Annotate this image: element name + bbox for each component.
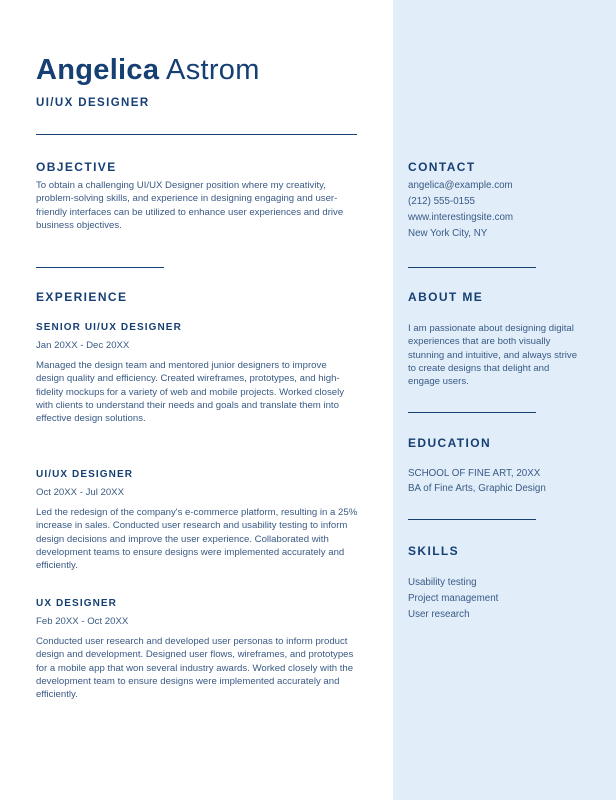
contact-website[interactable]: www.interestingsite.com — [408, 212, 514, 223]
first-name: Angelica — [36, 54, 160, 86]
objective-divider — [36, 267, 164, 268]
job-1-description: Managed the design team and mentored junior designers to improve design quality and efficiency. Created wireframes, prototypes, and high-fidelity mockups for a variety of web and mobile projects. Worked closely with clients to understand their needs and goals and translate them into effective design solutions. — [36, 360, 345, 425]
job-3-dates: Feb 20XX - Oct 20XX — [36, 616, 129, 627]
contact-location: New York City, NY — [408, 228, 488, 239]
last-name: Astrom — [166, 54, 260, 86]
skills-heading: SKILLS — [408, 544, 460, 558]
education-heading: EDUCATION — [408, 436, 492, 450]
objective-text: To obtain a challenging UI/UX Designer position where my creativity, problem-solving skills, and experience in designing engaging and user-friendly interfaces can be utilized to enhance user experiences and drive business objectives. — [36, 180, 344, 231]
skill-item: User research — [408, 609, 470, 620]
contact-email[interactable]: angelica@example.com — [408, 180, 513, 191]
job-3-title: UX DESIGNER — [36, 598, 118, 609]
job-2-description: Led the redesign of the company's e-commerce platform, resulting in a 25% increase in sales. Conducted user research and usability testing to inform design decisions and improve the user experience. Collaborated with development teams to ensure designs were implemented accurately and efficiently. — [36, 507, 358, 572]
job-1-dates: Jan 20XX - Dec 20XX — [36, 340, 130, 351]
contact-divider — [408, 267, 536, 268]
contact-heading: CONTACT — [408, 160, 476, 174]
job-2-title: UI/UX DESIGNER — [36, 469, 134, 480]
skill-item: Usability testing — [408, 577, 477, 588]
sidebar-background — [393, 0, 616, 800]
job-1-title: SENIOR UI/UX DESIGNER — [36, 322, 182, 333]
skill-item: Project management — [408, 593, 499, 604]
job-2-dates: Oct 20XX - Jul 20XX — [36, 487, 124, 498]
job-3-description: Conducted user research and developed user personas to inform product design and development. Designed user flows, wireframes, and prototypes for a mobile app that won several industry awards. Worked closely with the development team to ensure designs were implemented accurately and efficiently. — [36, 636, 354, 701]
about-text: I am passionate about designing digital experiences that are both visually stunning and intuitive, and always strive to create designs that delight and engage users. — [408, 323, 578, 388]
experience-heading: EXPERIENCE — [36, 290, 128, 304]
applicant-name — [36, 54, 260, 87]
about-divider — [408, 412, 536, 413]
education-degree: BA of Fine Arts, Graphic Design — [408, 483, 546, 494]
contact-phone[interactable]: (212) 555-0155 — [408, 196, 475, 207]
education-divider — [408, 519, 536, 520]
header-divider — [36, 134, 357, 135]
job-title-header: UI/UX DESIGNER — [36, 97, 150, 109]
about-heading: ABOUT ME — [408, 290, 484, 304]
objective-heading: OBJECTIVE — [36, 160, 117, 174]
education-school: SCHOOL OF FINE ART, 20XX — [408, 468, 541, 479]
